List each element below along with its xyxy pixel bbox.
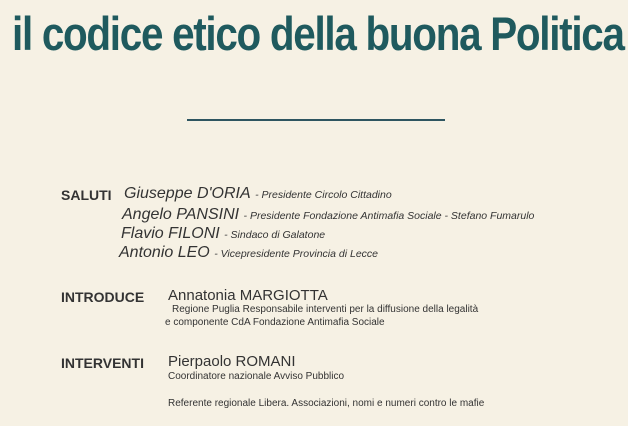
interventi-speaker-desc: Coordinatore nazionale Avviso Pubblico xyxy=(168,371,345,382)
title-divider xyxy=(187,119,445,121)
saluti-entry xyxy=(124,185,392,203)
interventi-label: INTERVENTI xyxy=(61,355,144,371)
saluti-entry xyxy=(121,225,325,243)
speaker-name: Flavio FILONI xyxy=(121,225,220,242)
introduce-speaker-desc: Regione Puglia Responsabile interventi per la diffusione della legalità xyxy=(172,304,479,315)
speaker-name: Giuseppe D'ORIA xyxy=(124,185,251,202)
poster-title: il codice etico della buona Politica xyxy=(12,7,624,60)
speaker-name: Antonio LEO xyxy=(119,244,210,261)
speaker-name: Angelo PANSINI xyxy=(122,206,240,223)
speaker-role: - Presidente Circolo Cittadino xyxy=(255,189,392,201)
speaker-role: - Sindaco di Galatone xyxy=(224,229,326,241)
speaker-role: - Presidente Fondazione Antimafia Sociale - Stefano Fumarulo xyxy=(243,210,535,222)
introduce-speaker-name: Annatonia MARGIOTTA xyxy=(168,287,328,304)
introduce-label: INTRODUCE xyxy=(61,289,145,305)
introduce-speaker-desc: e componente CdA Fondazione Antimafia Sociale xyxy=(165,317,385,328)
interventi-speaker-name: Pierpaolo ROMANI xyxy=(168,353,296,370)
speaker-role: - Vicepresidente Provincia di Lecce xyxy=(214,248,378,260)
saluti-entry xyxy=(122,206,534,224)
saluti-entry xyxy=(119,244,378,262)
interventi-speaker-desc: Referente regionale Libera. Associazioni, nomi e numeri contro le mafie xyxy=(168,398,485,409)
saluti-label: SALUTI xyxy=(61,187,112,203)
